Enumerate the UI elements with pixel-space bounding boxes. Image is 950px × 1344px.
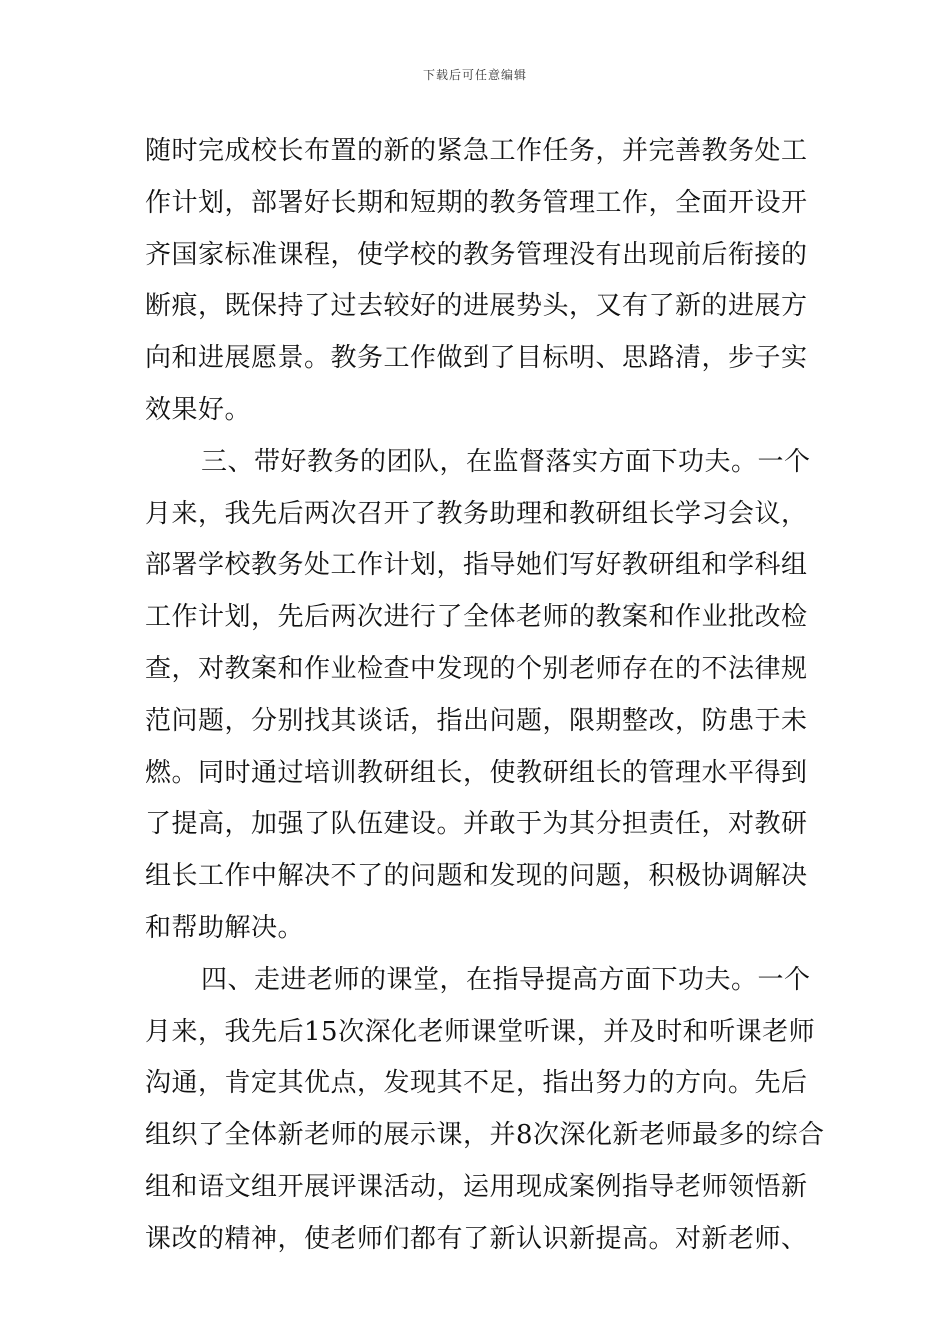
text-line: 向和进展愿景。教务工作做到了目标明、思路清，步子实 [145,343,808,374]
text-line: 月来，我先后两次召开了教务助理和教研组长学习会议， [145,498,808,529]
text-line: 断痕，既保持了过去较好的进展势头，又有了新的进展方 [145,291,808,322]
text-line: 齐国家标准课程，使学校的教务管理没有出现前后衔接的 [145,239,808,270]
text-line: 部署学校教务处工作计划，指导她们写好教研组和学科组 [145,550,808,581]
text-line: 沟通，肯定其优点，发现其不足，指出努力的方向。先后 [145,1068,808,1099]
text-line: 查，对教案和作业检查中发现的个别老师存在的不法律规 [145,653,808,684]
text-line: 四、走进老师的课堂，在指导提高方面下功夫。一个 [201,964,811,995]
text-line: 组长工作中解决不了的问题和发现的问题，积极协调解决 [145,861,808,892]
text-line: 组织了全体新老师的展示课，并8次深化新老师最多的综合 [145,1120,825,1151]
text-line: 三、带好教务的团队，在监督落实方面下功夫。一个 [201,446,811,477]
text-line: 工作计划，先后两次进行了全体老师的教案和作业批改检 [145,602,808,633]
text-line: 随时完成校长布置的新的紧急工作任务，并完善教务处工 [145,136,808,166]
text-line: 课改的精神，使老师们都有了新认识新提高。对新老师、 [145,1223,808,1254]
body-text [145,126,825,1266]
text-line: 组和语文组开展评课活动，运用现成案例指导老师领悟新 [145,1171,808,1202]
header-note: 下载后可任意编辑 [422,68,527,82]
text-line: 效果好。 [145,394,252,425]
text-line: 和帮助解决。 [145,912,305,943]
text-line: 作计划，部署好长期和短期的教务管理工作，全面开设开 [145,187,808,218]
text-line: 月来，我先后15次深化老师课堂听课，并及时和听课老师 [145,1016,816,1047]
text-line: 了提高，加强了队伍建设。并敢于为其分担责任，对教研 [145,809,808,840]
text-line: 燃。同时通过培训教研组长，使教研组长的管理水平得到 [145,757,808,788]
text-line: 范问题，分别找其谈话，指出问题，限期整改，防患于未 [145,705,808,736]
